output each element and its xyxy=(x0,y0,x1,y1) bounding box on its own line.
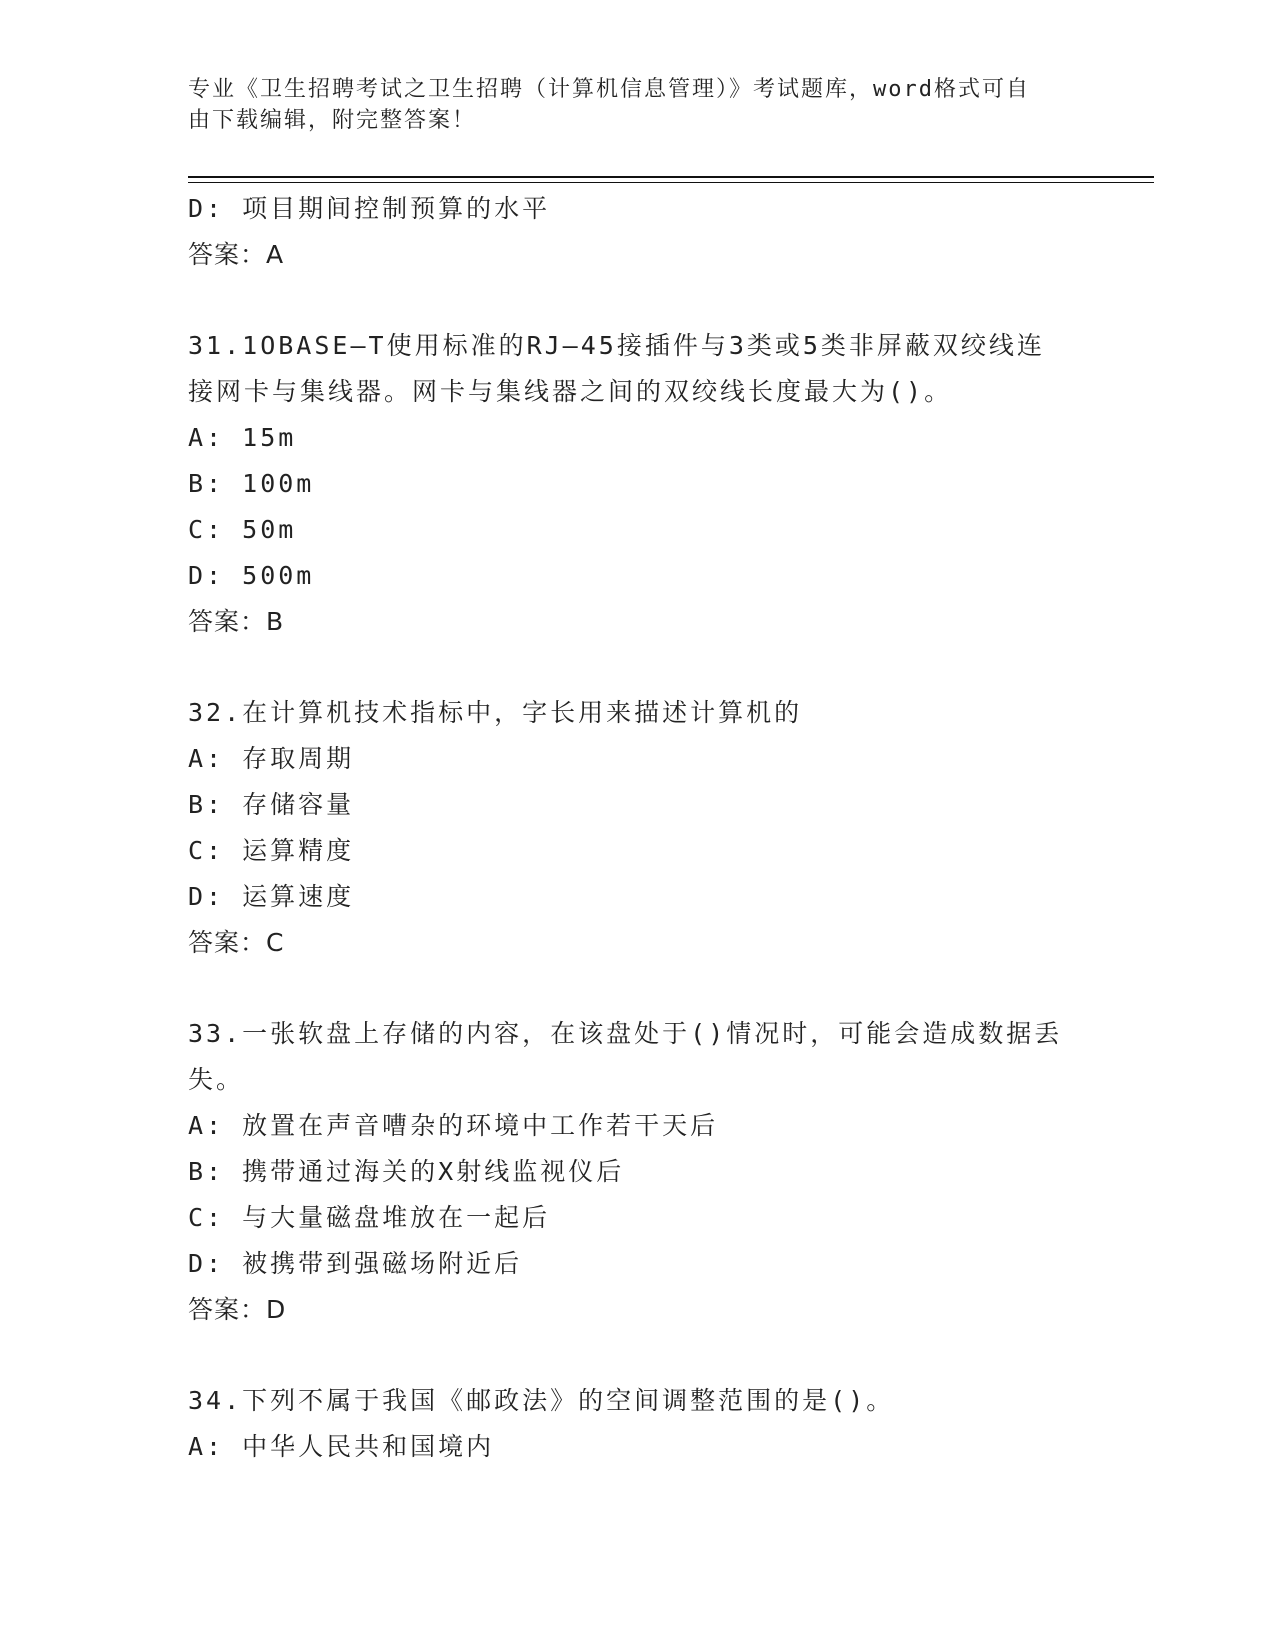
question-32-option-d: D: 运算速度 xyxy=(188,882,355,911)
header-line-1: 专业《卫生招聘考试之卫生招聘（计算机信息管理）》考试题库，word格式可自 xyxy=(188,77,1030,102)
question-31-stem-line-2: 接网卡与集线器。网卡与集线器之间的双绞线长度最大为()。 xyxy=(188,377,953,406)
question-34-option-a: A: 中华人民共和国境内 xyxy=(188,1432,495,1461)
question-33-stem-line-1: 33.一张软盘上存储的内容，在该盘处于()情况时，可能会造成数据丢 xyxy=(188,1019,1063,1048)
question-32-answer: 答案：C xyxy=(188,928,285,957)
question-31-stem-line-1: 31.1OBASE—T使用标准的RJ—45接插件与3类或5类非屏蔽双绞线连 xyxy=(188,331,1045,360)
spacer xyxy=(188,1333,1088,1378)
spacer xyxy=(188,278,1088,323)
carryover-answer: 答案：A xyxy=(188,240,285,269)
question-32-option-a: A: 存取周期 xyxy=(188,744,355,773)
question-32-option-b: B: 存储容量 xyxy=(188,790,355,819)
question-31-option-c: C: 50m xyxy=(188,515,297,544)
question-32-stem-line-1: 32.在计算机技术指标中，字长用来描述计算机的 xyxy=(188,698,803,727)
spacer xyxy=(188,645,1088,690)
question-32 xyxy=(188,690,1088,966)
question-content xyxy=(188,186,1088,1470)
question-33-stem-line-2: 失。 xyxy=(188,1065,245,1094)
header-rule-thick xyxy=(188,176,1154,178)
question-31-option-d: D: 500m xyxy=(188,561,315,590)
header-line-2: 由下载编辑，附完整答案！ xyxy=(188,108,477,133)
question-33-option-a: A: 放置在声音嘈杂的环境中工作若干天后 xyxy=(188,1111,719,1140)
question-32-option-c: C: 运算精度 xyxy=(188,836,355,865)
spacer xyxy=(188,966,1088,1011)
question-31-answer: 答案：B xyxy=(188,607,285,636)
question-34 xyxy=(188,1378,1088,1470)
question-33-option-d: D: 被携带到强磁场附近后 xyxy=(188,1249,523,1278)
question-33-option-b: B: 携带通过海关的X射线监视仪后 xyxy=(188,1157,625,1186)
question-31-option-b: B: 100m xyxy=(188,469,315,498)
question-31 xyxy=(188,323,1088,645)
question-33-answer: 答案：D xyxy=(188,1295,287,1324)
carryover-option-d: D: 项目期间控制预算的水平 xyxy=(188,194,551,223)
question-31-option-a: A: 15m xyxy=(188,423,297,452)
question-34-stem-line-1: 34.下列不属于我国《邮政法》的空间调整范围的是()。 xyxy=(188,1386,895,1415)
document-header xyxy=(188,74,1068,136)
header-rule-thin xyxy=(188,182,1154,183)
question-33-option-c: C: 与大量磁盘堆放在一起后 xyxy=(188,1203,551,1232)
question-33 xyxy=(188,1011,1088,1333)
